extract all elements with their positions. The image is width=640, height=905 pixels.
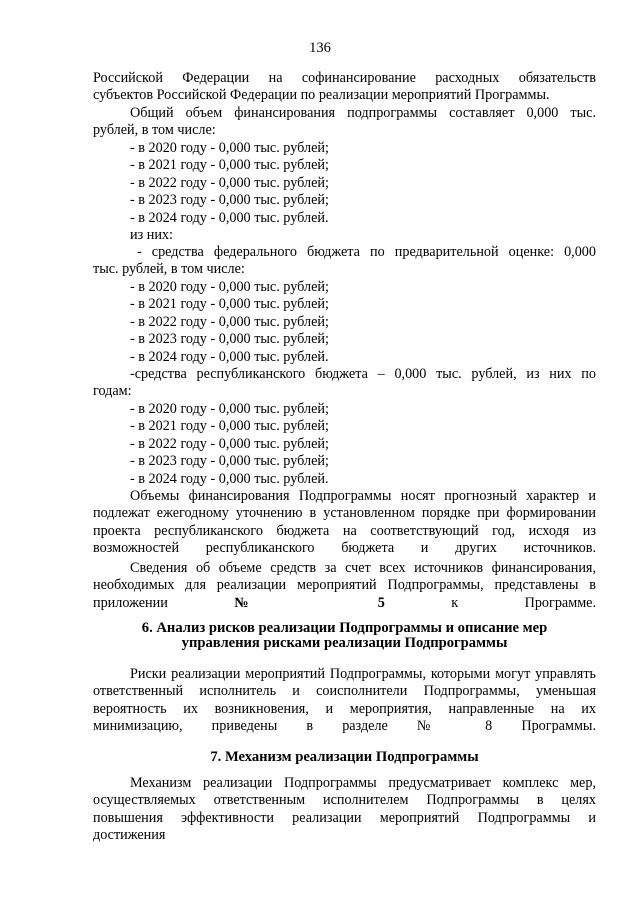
list-item: - в 2022 году - 0,000 тыс. рублей;: [130, 174, 329, 191]
text-line: Общий объем финансирования подпрограммы составляет 0,000 тыс.: [130, 105, 596, 121]
paragraph-forecast: Объемы финансирования Подпрограммы носят прогнозный характер и подлежат ежегодному уточнению в установленном порядке при формировании проекта республиканского бюджета на соответствующий год, исходя из возможностей республиканского бюджета и других источников.: [93, 488, 596, 557]
paragraph-risks: Риски реализации мероприятий Подпрограммы, которыми могут управлять ответственный исполнитель и соисполнители Подпрограммы, уменьшая вероятность их возникновения, и мероприятия, направленные на их минимизацию, приведены в разделе № 8 Программы.: [93, 666, 596, 735]
heading-line: 6. Анализ рисков реализации Подпрограммы и описание мер: [141, 620, 548, 636]
list-item: - в 2022 году - 0,000 тыс. рублей;: [130, 313, 329, 330]
text-line: субъектов Российской Федерации по реализации мероприятий Программы.: [93, 87, 550, 104]
list-item: - в 2024 году - 0,000 тыс. рублей.: [130, 209, 329, 226]
text-line: Российской Федерации на софинансирование расходных обязательств: [93, 70, 596, 86]
section-7-title: 7. Механизм реализации Подпрограммы: [210, 749, 479, 765]
page-number: 136: [309, 40, 331, 56]
text-line: рублей, в том числе:: [93, 122, 216, 139]
list-item: - в 2022 году - 0,000 тыс. рублей;: [130, 435, 329, 452]
list-item: - в 2020 году - 0,000 тыс. рублей;: [130, 279, 329, 295]
of-them-label: [93, 227, 596, 244]
paragraph-intro: [93, 70, 596, 105]
list-years-republic: [93, 401, 596, 488]
text-line: годам:: [93, 383, 132, 400]
paragraph-federal-budget: [93, 244, 596, 279]
text-line: тыс. рублей, в том числе:: [93, 261, 245, 278]
list-item: - в 2020 году - 0,000 тыс. рублей;: [130, 140, 329, 156]
text-line: из них:: [130, 227, 173, 243]
text-line: - средства федерального бюджета по предварительной оценке: 0,000: [137, 244, 596, 260]
info-text: Сведения об объеме средств за счет всех источников финансирования, необходимых для реализации мероприятий Подпрограммы, представлены в приложении: [93, 560, 596, 611]
paragraph-mechanism: Механизм реализации Подпрограммы предусматривает комплекс мер, осуществляемых ответственным исполнителем Подпрограммы в целях повышения эффективности реализации мероприятий Подпрограммы и достижения: [93, 775, 596, 844]
list-item: - в 2021 году - 0,000 тыс. рублей;: [130, 296, 329, 313]
paragraph-total-funding: [93, 105, 596, 140]
heading-line: управления рисками реализации Подпрограммы: [181, 635, 508, 651]
list-item: - в 2021 году - 0,000 тыс. рублей;: [130, 157, 329, 174]
list-item: - в 2021 году - 0,000 тыс. рублей;: [130, 418, 329, 435]
paragraph-republic-budget: [93, 366, 596, 401]
list-years-total: [93, 140, 596, 227]
section-6-title: [93, 621, 596, 651]
list-years-federal: [93, 279, 596, 366]
list-item: - в 2024 году - 0,000 тыс. рублей.: [130, 348, 329, 365]
appendix-number: № 5: [234, 594, 385, 611]
info-tail: к Программе.: [451, 594, 597, 611]
text-line: -средства республиканского бюджета – 0,000 тыс. рублей, из них по: [130, 366, 596, 382]
list-item: - в 2023 году - 0,000 тыс. рублей;: [130, 192, 329, 209]
list-item: - в 2023 году - 0,000 тыс. рублей;: [130, 453, 329, 470]
list-item: - в 2023 году - 0,000 тыс. рублей;: [130, 331, 329, 348]
list-item: - в 2020 году - 0,000 тыс. рублей;: [130, 401, 329, 417]
list-item: - в 2024 году - 0,000 тыс. рублей.: [130, 470, 329, 487]
